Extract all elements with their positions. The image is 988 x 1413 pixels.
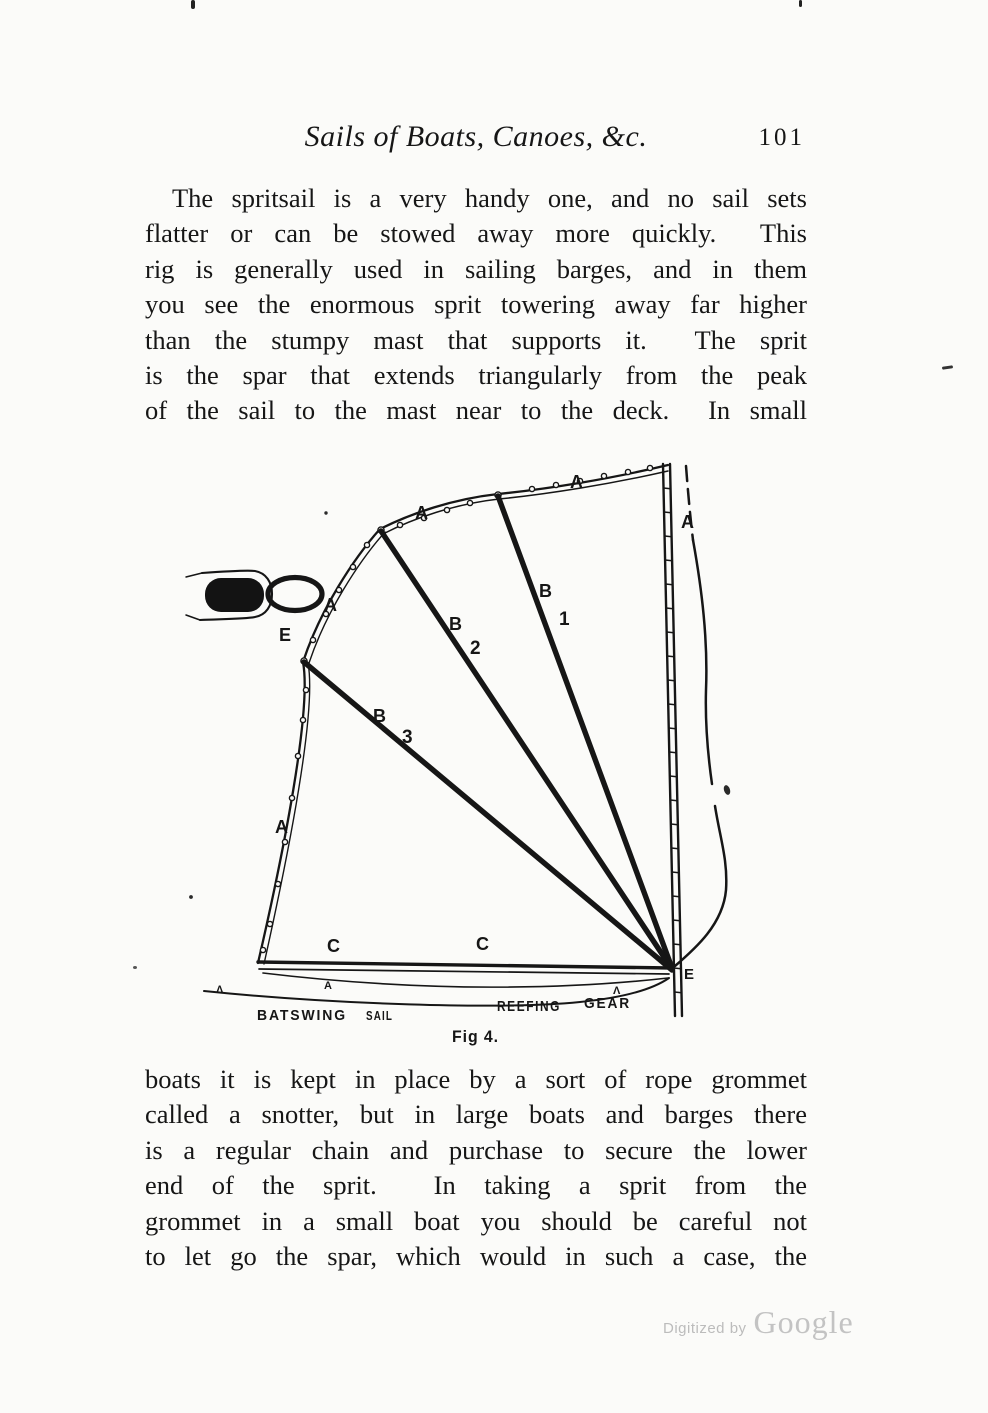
- leech-line: [675, 466, 726, 966]
- text-line: of the sail to the mast near to the deck. In small: [145, 395, 807, 426]
- rope-mark: Λ: [216, 984, 224, 996]
- reef-bands: [304, 496, 672, 970]
- scan-speck: [191, 0, 195, 9]
- text-line: boats it is kept in place by a sort of rope grommet: [145, 1064, 807, 1094]
- sail-head-edge: [380, 465, 668, 534]
- running-title: Sails of Boats, Canoes, &c.: [304, 120, 648, 153]
- text-line: than the stumpy mast that supports it. The sprit: [145, 324, 807, 355]
- label-luff-upper: A: [324, 595, 337, 615]
- label-b3-number: 3: [402, 727, 413, 748]
- digitization-watermark: [663, 1304, 854, 1341]
- label-luff-lower: A: [275, 817, 288, 837]
- rope-mark: Λ: [613, 985, 621, 997]
- label-b1: B: [539, 581, 552, 601]
- paragraph-2: [145, 1062, 807, 1274]
- caption-reefing: REEFING: [497, 998, 561, 1015]
- text-line: is the spar that extends triangularly from the peak: [145, 359, 807, 390]
- figure-4-diagram: [140, 440, 864, 1060]
- label-foot-right: C: [476, 934, 489, 954]
- label-b3: B: [373, 706, 386, 726]
- label-b1-number: 1: [559, 609, 570, 630]
- paragraph-1: [145, 181, 807, 429]
- snotter-grommet: [186, 571, 322, 620]
- page-number: 101: [758, 124, 805, 151]
- stray-mark: [189, 511, 731, 899]
- watermark-prefix: Digitized by: [663, 1320, 747, 1337]
- scan-speck: [799, 0, 802, 7]
- text-line: called a snotter, but in large boats and barges there: [145, 1099, 807, 1130]
- label-snotter: E: [279, 625, 292, 645]
- scan-speck: [942, 365, 953, 370]
- sail-foot-edge: [258, 962, 671, 987]
- caption-gear: GEAR: [584, 995, 631, 1012]
- text-line: is a regular chain and purchase to secure the lower: [145, 1134, 807, 1165]
- label-b2-number: 2: [470, 638, 481, 659]
- text-line: The spritsail is a very handy one, and no sail sets: [172, 183, 807, 213]
- text-line: rig is generally used in sailing barges, and in them: [145, 253, 807, 284]
- label-head-left: A: [415, 503, 428, 523]
- text-line: grommet in a small boat you should be careful not: [145, 1205, 807, 1236]
- caption-sail: SAIL: [366, 1008, 393, 1023]
- label-foot-left: C: [327, 936, 340, 956]
- mast: [663, 464, 682, 1016]
- reef-eyelets: [260, 465, 652, 952]
- caption-batswing: BATSWING: [257, 1007, 347, 1024]
- text-line: end of the sprit. In taking a sprit from the: [145, 1170, 807, 1201]
- google-logo: Google: [753, 1304, 854, 1340]
- label-b2: B: [449, 614, 462, 634]
- label-clew: E: [684, 966, 695, 983]
- text-line: flatter or can be stowed away more quickly. This: [145, 218, 807, 249]
- text-line: you see the enormous sprit towering away far higher: [145, 289, 807, 320]
- text-line: to let go the spar, which would in such a case, the: [145, 1240, 807, 1271]
- label-head-right: A: [570, 472, 583, 492]
- reef-band-2: [381, 531, 672, 969]
- rope-mark: A: [324, 980, 332, 992]
- scan-speck: [133, 966, 137, 969]
- page-header: [145, 120, 807, 160]
- figure-number: Fig 4.: [452, 1027, 499, 1046]
- label-mast-top: A: [681, 512, 694, 532]
